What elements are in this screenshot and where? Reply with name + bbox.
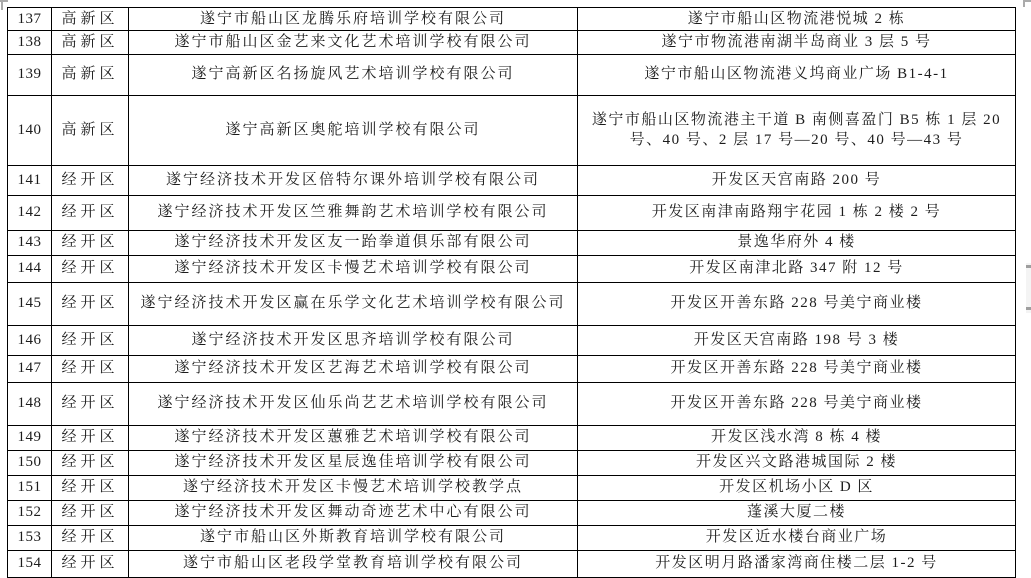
row-number-cell: 149 — [8, 425, 52, 450]
row-address-cell: 遂宁市船山区物流港悦城 2 栋 — [578, 8, 1016, 31]
row-address-cell: 开发区南津南路翔宇花园 1 栋 2 楼 2 号 — [578, 195, 1016, 230]
row-number-cell: 142 — [8, 195, 52, 230]
row-school-name-cell: 遂宁经济技术开发区赢在乐学文化艺术培训学校有限公司 — [129, 282, 578, 325]
table-row — [8, 425, 1016, 450]
row-number-cell: 148 — [8, 382, 52, 425]
row-district-cell: 经开区 — [52, 525, 129, 550]
row-district-cell: 高新区 — [52, 54, 129, 95]
row-address-cell: 开发区开善东路 228 号美宁商业楼 — [578, 355, 1016, 382]
row-school-name-cell: 遂宁经济技术开发区星辰逸佳培训学校有限公司 — [129, 450, 578, 475]
row-district-cell: 经开区 — [52, 550, 129, 577]
row-district-cell: 经开区 — [52, 425, 129, 450]
row-school-name-cell: 遂宁经济技术开发区竺雅舞韵艺术培训学校有限公司 — [129, 195, 578, 230]
row-address-cell: 开发区明月路潘家湾商住楼二层 1-2 号 — [578, 550, 1016, 577]
scrollbar-fragment[interactable] — [1026, 263, 1031, 313]
row-district-cell: 经开区 — [52, 230, 129, 255]
row-district-cell: 经开区 — [52, 382, 129, 425]
table-row — [8, 475, 1016, 500]
table-row — [8, 450, 1016, 475]
corner-mark-vertical — [1023, 0, 1025, 7]
row-district-cell: 经开区 — [52, 355, 129, 382]
table-row — [8, 8, 1016, 31]
row-district-cell: 经开区 — [52, 475, 129, 500]
row-school-name-cell: 遂宁市船山区外斯教育培训学校有限公司 — [129, 525, 578, 550]
row-address-cell: 蓬溪大厦二楼 — [578, 500, 1016, 525]
table-row — [8, 195, 1016, 230]
table-row — [8, 165, 1016, 195]
row-number-cell: 146 — [8, 325, 52, 355]
page-corner-mark-top-right — [1021, 0, 1031, 12]
row-district-cell: 经开区 — [52, 450, 129, 475]
row-district-cell: 经开区 — [52, 325, 129, 355]
row-number-cell: 141 — [8, 165, 52, 195]
table-row — [8, 500, 1016, 525]
row-number-cell: 153 — [8, 525, 52, 550]
row-district-cell: 经开区 — [52, 165, 129, 195]
row-address-cell: 遂宁市船山区物流港义坞商业广场 B1-4-1 — [578, 54, 1016, 95]
table-row — [8, 382, 1016, 425]
row-district-cell: 高新区 — [52, 8, 129, 31]
table-row — [8, 255, 1016, 282]
row-number-cell: 150 — [8, 450, 52, 475]
row-address-cell: 景逸华府外 4 楼 — [578, 230, 1016, 255]
table-row — [8, 230, 1016, 255]
table-row — [8, 54, 1016, 95]
row-number-cell: 137 — [8, 8, 52, 31]
row-address-cell: 开发区开善东路 228 号美宁商业楼 — [578, 282, 1016, 325]
row-school-name-cell: 遂宁市船山区金艺来文化艺术培训学校有限公司 — [129, 31, 578, 54]
row-district-cell: 经开区 — [52, 500, 129, 525]
row-number-cell: 151 — [8, 475, 52, 500]
row-school-name-cell: 遂宁经济技术开发区思齐培训学校有限公司 — [129, 325, 578, 355]
row-address-cell: 遂宁市物流港南湖半岛商业 3 层 5 号 — [578, 31, 1016, 54]
row-address-cell: 开发区天宫南路 198 号 3 楼 — [578, 325, 1016, 355]
row-address-cell: 开发区南津北路 347 附 12 号 — [578, 255, 1016, 282]
scrollbar-mark-top — [1026, 265, 1031, 268]
table-row — [8, 325, 1016, 355]
row-school-name-cell: 遂宁经济技术开发区仙乐尚艺艺术培训学校有限公司 — [129, 382, 578, 425]
row-number-cell: 143 — [8, 230, 52, 255]
row-school-name-cell: 遂宁经济技术开发区卡慢艺术培训学校有限公司 — [129, 255, 578, 282]
table-body — [8, 8, 1016, 578]
row-district-cell: 高新区 — [52, 31, 129, 54]
row-district-cell: 经开区 — [52, 195, 129, 230]
table-row — [8, 355, 1016, 382]
row-address-cell: 开发区兴文路港城国际 2 楼 — [578, 450, 1016, 475]
row-address-cell: 开发区近水楼台商业广场 — [578, 525, 1016, 550]
row-school-name-cell: 遂宁经济技术开发区艺海艺术培训学校有限公司 — [129, 355, 578, 382]
row-address-cell: 遂宁市船山区物流港主干道 B 南侧喜盈门 B5 栋 1 层 20 号、40 号、2 层 17 号—20 号、40 号—43 号 — [578, 95, 1016, 165]
row-district-cell: 经开区 — [52, 282, 129, 325]
table-row — [8, 95, 1016, 165]
training-schools-table — [7, 7, 1016, 578]
row-school-name-cell: 遂宁高新区名扬旋风艺术培训学校有限公司 — [129, 54, 578, 95]
row-number-cell: 139 — [8, 54, 52, 95]
corner-mark-vertical — [1, 0, 3, 10]
row-number-cell: 144 — [8, 255, 52, 282]
row-number-cell: 145 — [8, 282, 52, 325]
row-school-name-cell: 遂宁经济技术开发区倍特尔课外培训学校有限公司 — [129, 165, 578, 195]
table-row — [8, 550, 1016, 577]
row-number-cell: 147 — [8, 355, 52, 382]
row-number-cell: 138 — [8, 31, 52, 54]
table-row — [8, 31, 1016, 54]
table-row — [8, 282, 1016, 325]
row-address-cell: 开发区浅水湾 8 栋 4 楼 — [578, 425, 1016, 450]
row-district-cell: 经开区 — [52, 255, 129, 282]
row-school-name-cell: 遂宁经济技术开发区友一跆拳道俱乐部有限公司 — [129, 230, 578, 255]
row-school-name-cell: 遂宁市船山区老段学堂教育培训学校有限公司 — [129, 550, 578, 577]
row-number-cell: 154 — [8, 550, 52, 577]
row-school-name-cell: 遂宁经济技术开发区卡慢艺术培训学校教学点 — [129, 475, 578, 500]
row-school-name-cell: 遂宁高新区奥舵培训学校有限公司 — [129, 95, 578, 165]
row-number-cell: 152 — [8, 500, 52, 525]
row-school-name-cell: 遂宁市船山区龙腾乐府培训学校有限公司 — [129, 8, 578, 31]
row-school-name-cell: 遂宁经济技术开发区蕙雅艺术培训学校有限公司 — [129, 425, 578, 450]
scrollbar-mark-bottom — [1026, 307, 1031, 310]
table-row — [8, 525, 1016, 550]
row-school-name-cell: 遂宁经济技术开发区舞动奇迹艺术中心有限公司 — [129, 500, 578, 525]
row-address-cell: 开发区机场小区 D 区 — [578, 475, 1016, 500]
row-number-cell: 140 — [8, 95, 52, 165]
row-address-cell: 开发区开善东路 228 号美宁商业楼 — [578, 382, 1016, 425]
row-district-cell: 高新区 — [52, 95, 129, 165]
row-address-cell: 开发区天宫南路 200 号 — [578, 165, 1016, 195]
